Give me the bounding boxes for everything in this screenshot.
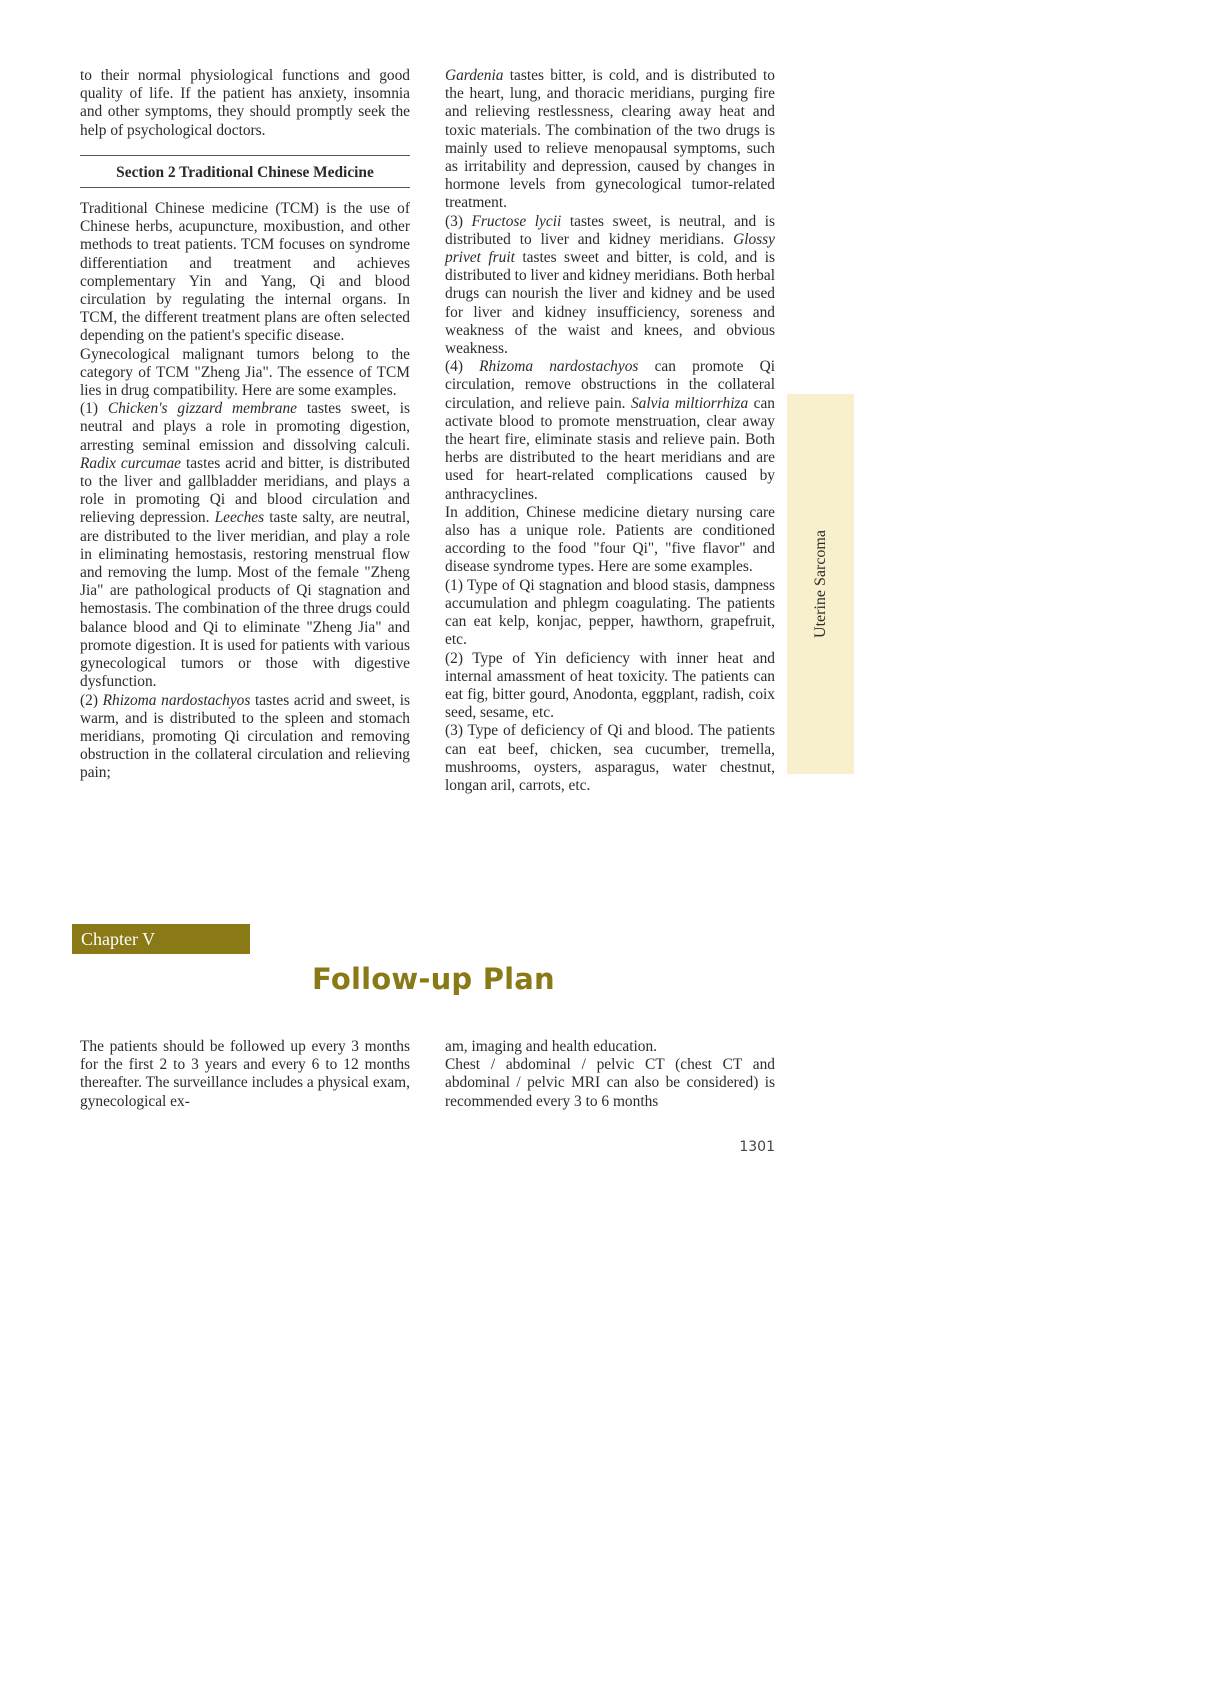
- item-number: (2): [80, 691, 98, 709]
- chapter-label: Chapter V: [81, 929, 156, 949]
- herb-name: Gardenia: [445, 67, 504, 84]
- diet-item-2: (2) Type of Yin deficiency with inner heat and internal amassment of heat toxicity. The patients can eat fig, bitter gourd, Anodonta, eggplant, radish, coix seed, sesame, etc.: [445, 649, 775, 722]
- herb-name: Rhizoma nardostachyos: [479, 358, 639, 376]
- right-column-top: [445, 67, 775, 795]
- follow-up-continued: am, imaging and health education.: [445, 1038, 657, 1055]
- herb-text: tastes bitter, is cold, and is distributed to the heart, lung, and thoracic meridians, purging fire and relieving restlessness, clearing away heat and toxic materials. The combination of the two drugs is mainly used to relieve menopausal symptoms, such as irritability and depression, caused by changes in hormone levels from gynecological tumor-related treatment.: [445, 67, 775, 212]
- follow-up-paragraph: The patients should be followed up every 3 months for the first 2 to 3 years and every 6 to 12 months thereafter. The surveillance includes a physical exam, gynecological ex-: [80, 1038, 410, 1110]
- diet-item-1: (1) Type of Qi stagnation and blood stasis, dampness accumulation and phlegm coagulating. The patients can eat kelp, konjac, pepper, hawthorn, grapefruit, etc.: [445, 576, 775, 649]
- section-heading: Section 2 Traditional Chinese Medicine: [80, 155, 410, 188]
- herb-name: Chicken's gizzard membrane: [107, 400, 298, 418]
- herb-name: Leeches: [214, 509, 265, 527]
- herb-text: tastes acrid and bitter, is distributed to the liver and gallbladder meridians, and plays a role in promoting Qi and blood circulation and relieving depression.: [80, 454, 410, 527]
- left-column-top: [80, 67, 410, 783]
- herb-item-2: [80, 692, 410, 783]
- left-column-bottom: [80, 1038, 410, 1111]
- herb-text: can activate blood to promote menstruation, clear away the heart fire, eliminate stasis and relieve pain. Both herbs are distributed to the heart meridians and are used for heart-related complications caused by anthracyclines.: [445, 394, 775, 503]
- herb-item-4: [445, 358, 775, 504]
- herb-name: Fructose lycii: [471, 212, 562, 230]
- herb-text: tastes sweet and bitter, is cold, and is distributed to liver and kidney meridians. Both herbal drugs can nourish the liver and kidney and be used for liver and kidney insufficiency, soreness and weakness of the waist and knees, and obvious weakness.: [445, 249, 775, 358]
- diet-intro-paragraph: In addition, Chinese medicine dietary nursing care also has a unique role. Patients are conditioned according to the food "four Qi", "five flavor" and disease syndrome types. Here are some examples.: [445, 503, 775, 576]
- chapter-band: [72, 924, 250, 954]
- herb-name: Rhizoma nardostachyos: [102, 691, 251, 709]
- right-column-bottom: [445, 1038, 775, 1111]
- side-tab-label: Uterine Sarcoma: [811, 530, 829, 638]
- herb-text: can promote Qi circulation, remove obstructions in the collateral circulation, and relieve pain.: [445, 358, 775, 412]
- herb-text: tastes sweet, is neutral, and is distributed to liver and kidney meridians.: [445, 212, 776, 248]
- tcm-paragraph: Traditional Chinese medicine (TCM) is the use of Chinese herbs, acupuncture, moxibustion, and other methods to treat patients. TCM focuses on syndrome differentiation and treatment and achieves complementary Yin and Yang, Qi and blood circulation by regulating the internal organs. In TCM, the different treatment plans are often selected depending on the patient's specific disease.: [80, 200, 410, 345]
- intro-paragraph: to their normal physiological functions and good quality of life. If the patient has anxiety, insomnia and other symptoms, they should promptly seek the help of psychological doctors.: [80, 67, 410, 139]
- side-tab: [787, 394, 854, 774]
- herb-name: Radix curcumae: [80, 454, 182, 472]
- chapter-title: Follow-up Plan: [312, 962, 555, 996]
- herb-item-3: [445, 213, 775, 359]
- zheng-jia-paragraph: Gynecological malignant tumors belong to the category of TCM "Zheng Jia". The essence of TCM lies in drug compatibility. Here are some examples.: [80, 345, 410, 400]
- item-number: (1): [80, 400, 98, 418]
- diet-item-3: (3) Type of deficiency of Qi and blood. The patients can eat beef, chicken, sea cucumber, tremella, mushrooms, oysters, asparagus, water chestnut, longan aril, carrots, etc.: [445, 722, 775, 794]
- herb-item-2-continued: [445, 67, 775, 213]
- herb-text: tastes sweet, is neutral and plays a role in promoting digestion, arresting seminal emission and dissolving calculi.: [80, 400, 410, 454]
- herb-text: taste salty, are neutral, are distributed to the liver meridian, and play a role in eliminating hemostasis, restoring menstrual flow and removing the lump. Most of the female "Zheng Jia" are pathological products of Qi stagnation and hemostasis. The combination of the three drugs could balance blood and Qi to eliminate "Zheng Jia" and promote digestion. It is used for patients with various gynecological tumors or those with digestive dysfunction.: [80, 509, 410, 691]
- herb-text: tastes acrid and sweet, is warm, and is distributed to the spleen and stomach meridians, promoting Qi circulation and removing obstruction in the collateral circulation and relieving pain;: [80, 691, 410, 782]
- herb-name: Glossy privet fruit: [445, 230, 775, 267]
- page-number: 1301: [739, 1139, 775, 1155]
- herb-name: Salvia miltiorrhiza: [630, 394, 749, 412]
- item-number: (3): [445, 212, 463, 230]
- imaging-paragraph: Chest / abdominal / pelvic CT (chest CT and abdominal / pelvic MRI can also be considered) is recommended every 3 to 6 months: [445, 1056, 775, 1110]
- item-number: (4): [445, 358, 463, 376]
- herb-item-1: [80, 400, 410, 691]
